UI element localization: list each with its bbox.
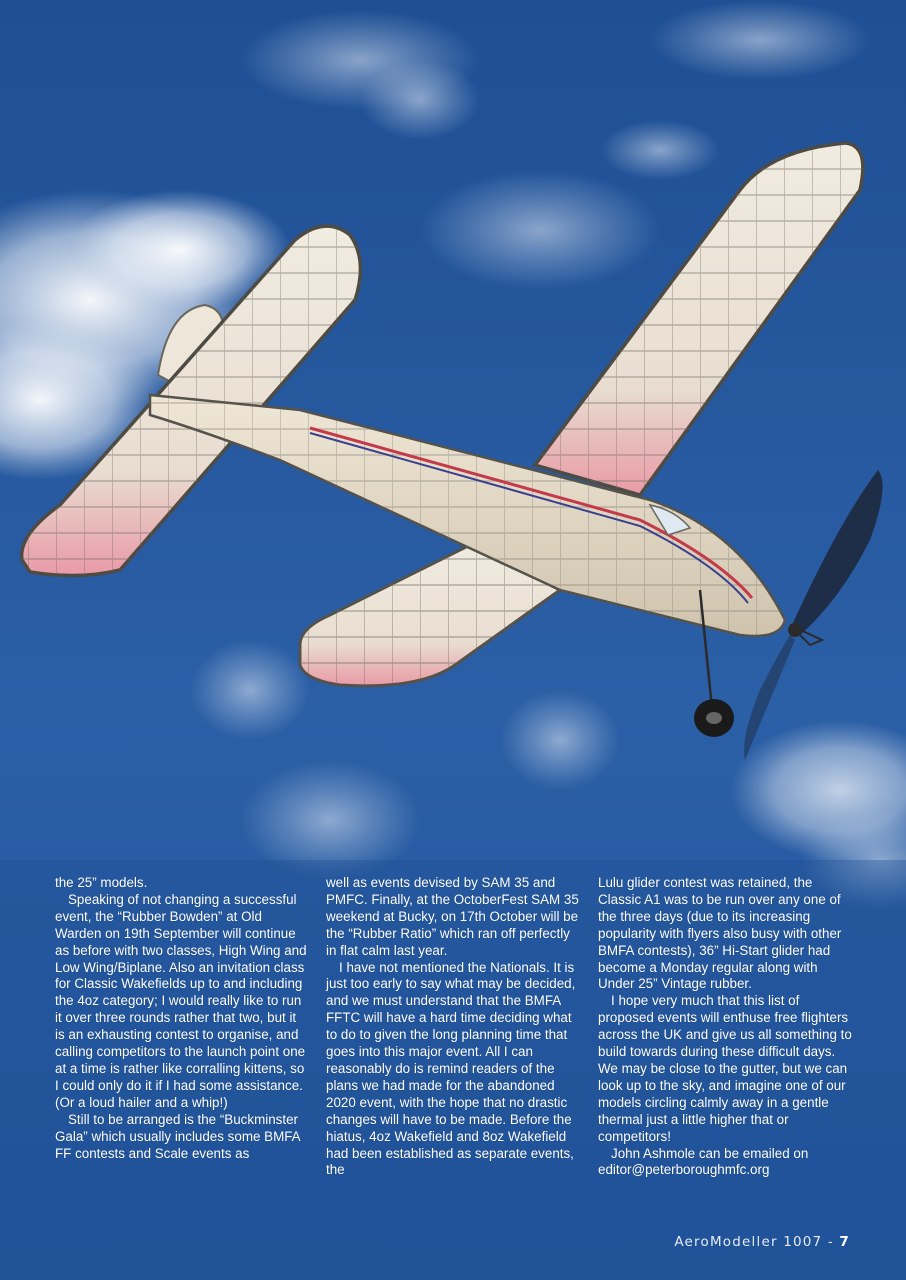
page-footer (674, 1234, 850, 1250)
page-number: 7 (839, 1234, 850, 1250)
text-column-1 (55, 875, 309, 1162)
paragraph: I hope very much that this list of proposed events will enthuse free flighters across the UK and give us all something to build towards during these difficult days. We may be close to the gutter, but we can look up to the sky, and imagine one of our models circling calmly away in a gentle thermal just a little higher that or competitors! (598, 993, 852, 1144)
paragraph: Speaking of not changing a successful event, the “Rubber Bowden” at Old Warden on 19th September will continue as before with two classes, High Wing and Low Wing/Biplane. Also an invitation class for Classic Wakefields up to and including the 4oz category; I would really like to run it over three rounds rather that two, but it is an exhausting contest to organise, and calling competitors to the launch point one at a time is rather like corralling kittens, so I could only do it if I had some assistance. (Or a loud hailer and a whip!) (55, 891, 307, 1110)
publication-name: AeroModeller 1007 - (674, 1234, 840, 1250)
paragraph: Lulu glider contest was retained, the Classic A1 was to be run over any one of the three days (due to its increasing popularity with flyers also busy with other BMFA contests), 36” Hi-Start glider had become a Monday regular along with Under 25” Vintage rubber. (598, 875, 842, 992)
text-column-3 (598, 875, 852, 1179)
paragraph: I have not mentioned the Nationals. It is just too early to say what may be decided, and we must understand that the BMFA FFTC will have a hard time deciding what to do to given the long planning time that goes into this major event. All I can reasonably do is remind readers of the plans we had made for the abandoned 2020 event, with the hope that no drastic changes will have to be made. Before the hiatus, 4oz Wakefield and 8oz Wakefield had been established as separate events, the (326, 959, 576, 1178)
text-column-2 (326, 875, 580, 1179)
paragraph: the 25” models. (55, 875, 148, 890)
paragraph: Still to be arranged is the “Buckminster Gala” which usually includes some BMFA FF contests and Scale events as (55, 1111, 300, 1161)
paragraph: well as events devised by SAM 35 and PMFC. Finally, at the OctoberFest SAM 35 weekend at Bucky, on 17th October will be the “Rubber Ratio” which ran off perfectly in flat calm last year. (326, 875, 579, 958)
paragraph: John Ashmole can be emailed on editor@peterboroughmfc.org (598, 1145, 809, 1178)
